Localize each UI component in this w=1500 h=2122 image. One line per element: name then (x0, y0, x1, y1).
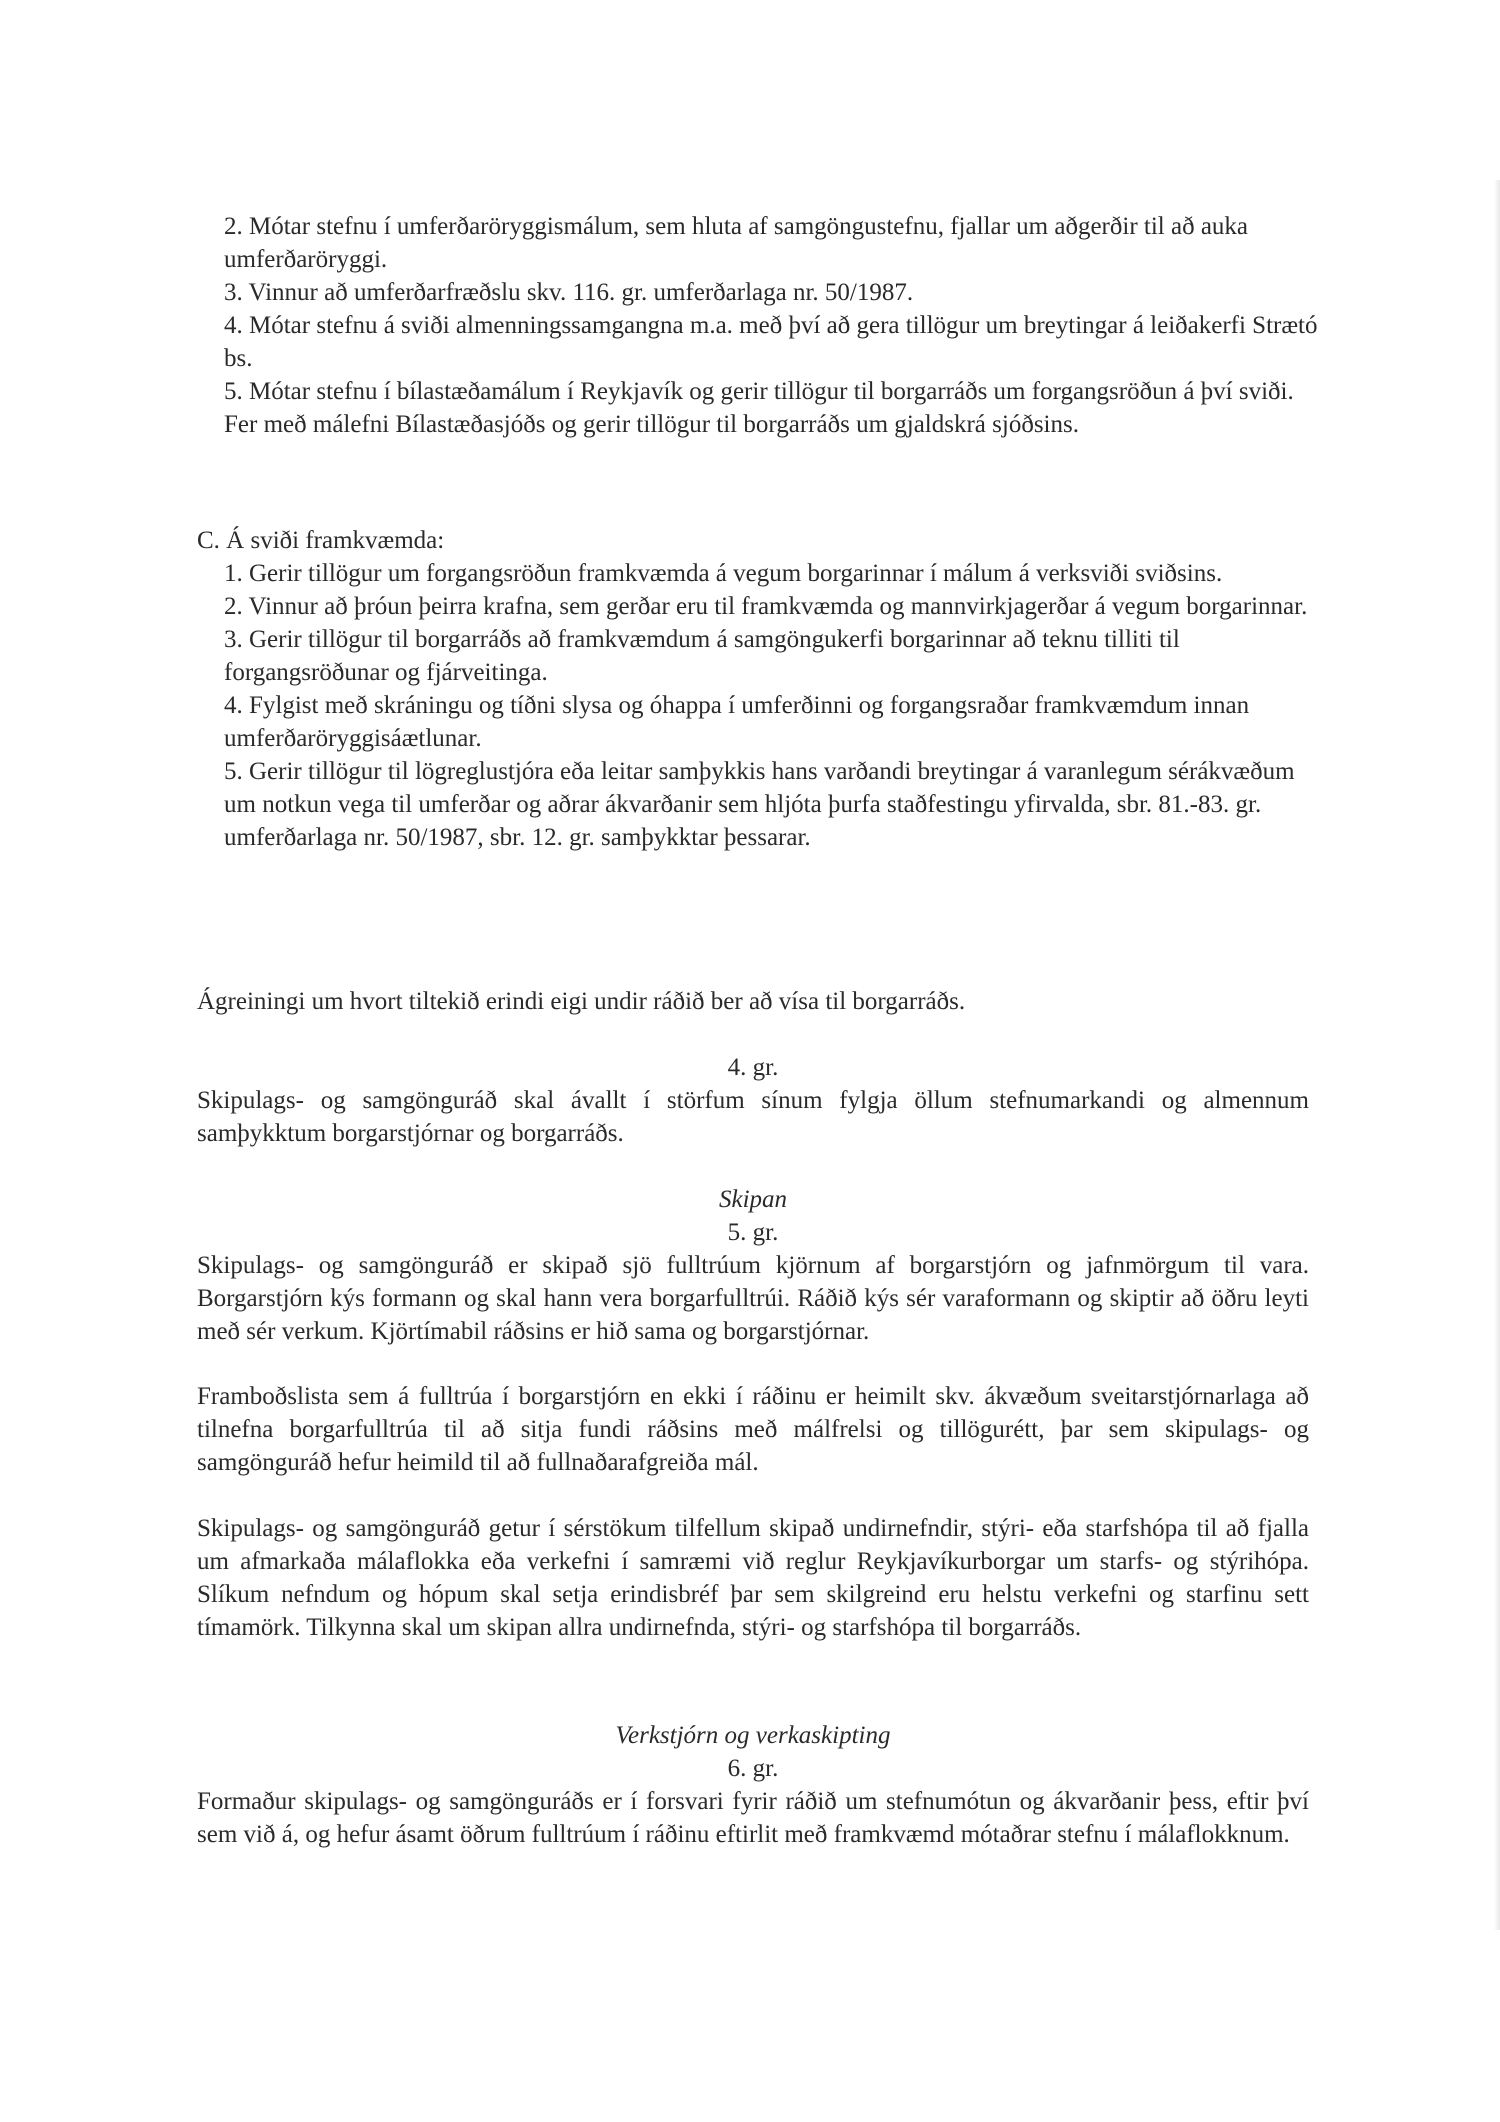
scan-edge-shadow (1494, 180, 1500, 1930)
article-5-paragraph-1: Skipulags- og samgönguráð er skipað sjö fulltrúum kjörnum af borgarstjórn og jafnmörgum til vara. Borgarstjórn kýs formann og skal hann vera borgarfulltrúi. Ráðið kýs sér varaformann og skiptir að öðru leyti með sér verkum. Kjörtímabil ráðsins er hið sama og borgarstjórnar. (197, 1252, 1309, 1345)
section-c-item-4: 4. Fylgist með skráningu og tíðni slysa og óhappa í umferðinni og forgangsraðar framkvæmdum innan umferðaröryggisáætlunar. (224, 692, 1250, 752)
section-b-item-3: 3. Vinnur að umferðarfræðslu skv. 116. gr. umferðarlaga nr. 50/1987. (224, 279, 914, 306)
section-c-item-3: 3. Gerir tillögur til borgarráðs að framkvæmdum á samgöngukerfi borgarinnar að teknu tilliti til forgangsröðunar og fjárveitinga. (224, 626, 1180, 686)
article-6-text: Formaður skipulags- og samgönguráðs er í forsvari fyrir ráðið um stefnumótun og ákvarðanir þess, eftir því sem við á, og hefur ásamt öðrum fulltrúum í ráðinu eftirlit með framkvæmd mótaðrar stefnu í málaflokknum. (197, 1788, 1309, 1848)
section-c-item-2: 2. Vinnur að þróun þeirra krafna, sem gerðar eru til framkvæmda og mannvirkjagerðar á vegum borgarinnar. (224, 593, 1308, 620)
section-c-title: C. Á sviði framkvæmda: (197, 527, 445, 554)
article-4-number: 4. gr. (727, 1054, 779, 1081)
article-5-paragraph-3: Skipulags- og samgönguráð getur í sérstökum tilfellum skipað undirnefndir, stýri- eða starfshópa til að fjalla um afmarkaða málaflokka eða verkefni í samræmi við reglur Reykjavíkurborgar um starfs- og stýrihópa. Slíkum nefndum og hópum skal setja erindisbréf þar sem skilgreind eru helstu verkefni og starfinu sett tímamörk. Tilkynna skal um skipan allra undirnefnda, stýri- og starfshópa til borgarráðs. (197, 1515, 1309, 1641)
article-5-number: 5. gr. (727, 1219, 779, 1246)
article-5-heading: Skipan (718, 1186, 788, 1213)
disagreement-paragraph: Ágreiningi um hvort tiltekið erindi eigi undir ráðið ber að vísa til borgarráðs. (197, 988, 966, 1015)
section-b-item-4: 4. Mótar stefnu á sviði almenningssamgangna m.a. með því að gera tillögur um breytingar á leiðakerfi Strætó bs. (224, 312, 1318, 372)
section-c-list (224, 557, 1324, 854)
article-4-text: Skipulags- og samgönguráð skal ávallt í störfum sínum fylgja öllum stefnumarkandi og almennum samþykktum borgarstjórnar og borgarráðs. (197, 1087, 1309, 1147)
section-b-item-2: 2. Mótar stefnu í umferðaröryggismálum, sem hluta af samgöngustefnu, fjallar um aðgerðir til að auka umferðaröryggi. (224, 213, 1249, 273)
section-c-item-5: 5. Gerir tillögur til lögreglustjóra eða leitar samþykkis hans varðandi breytingar á varanlegum sérákvæðum um notkun vega til umferðar og aðrar ákvarðanir sem hljóta þurfa staðfestingu yfirvalda, sbr. 81.-83. gr. umferðarlaga nr. 50/1987, sbr. 12. gr. samþykktar þessarar. (224, 758, 1295, 851)
section-b-item-5: 5. Mótar stefnu í bílastæðamálum í Reykjavík og gerir tillögur til borgarráðs um forgangsröðun á því sviði. Fer með málefni Bílastæðasjóðs og gerir tillögur til borgarráðs um gjaldskrá sjóðsins. (224, 378, 1294, 438)
article-5-paragraph-2: Framboðslista sem á fulltrúa í borgarstjórn en ekki í ráðinu er heimilt skv. ákvæðum sveitarstjórnarlaga að tilnefna borgarfulltrúa til að sitja fundi ráðsins með málfrelsi og tillögurétt, þar sem skipulags- og samgönguráð hefur heimild til að fullnaðarafgreiða mál. (197, 1383, 1309, 1476)
section-b-list (224, 210, 1324, 441)
section-c-item-1: 1. Gerir tillögur um forgangsröðun framkvæmda á vegum borgarinnar í málum á verksviði sviðsins. (224, 560, 1223, 587)
article-6-number: 6. gr. (727, 1755, 779, 1782)
article-6-heading: Verkstjórn og verkaskipting (615, 1722, 891, 1749)
